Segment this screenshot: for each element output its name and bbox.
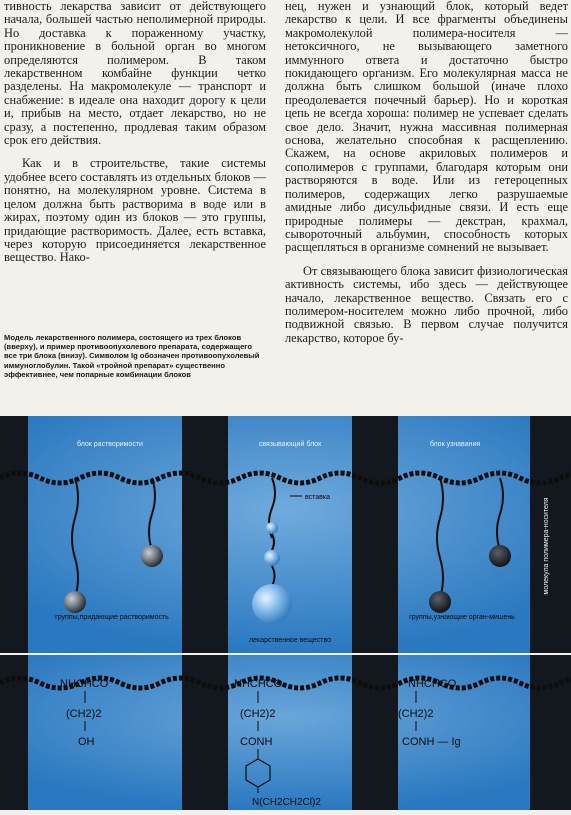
chem-text: CONH — Ig bbox=[402, 736, 461, 748]
dark-band bbox=[530, 655, 571, 810]
dark-band bbox=[530, 416, 571, 653]
drug-label: лекарственное вещество bbox=[248, 637, 332, 644]
block-recognition-label: блок узнавания bbox=[429, 441, 481, 448]
right-paragraph-1: нец, нужен и узнающий блок, который ведет лекарство к цели. И все фрагменты объединены макромолекулой полимера-носителя — нетоксичного, не вызывающего заметного иммунного ответа и достаточно быстро покидающего организм. Его молекулярная масса не должна быть слишком большой (иначе плохо преодолевается почечный барьер). Но и короткая цепь не всегда хороша: полимер не успевает сделать свое дело. Значит, нужна массивная полимерная основа, желательно способная к расщеплению. Скажем, на основе акриловых полимеров и сополимеров с группами, благодаря которым они растворяются в воде. Или из гетероцепных полимеров, содержащих легко разрушаемые амидные либо дисульфидные связи. И есть еще природные полимеры — декстран, крахмал, сывороточный альбумин, способность которых расщепляться в организме сомнений не вызывает. bbox=[285, 0, 568, 255]
dark-band bbox=[182, 416, 228, 653]
polymer-model-svg bbox=[0, 416, 571, 653]
dark-band bbox=[352, 655, 398, 810]
chem-text: NHCHCO bbox=[234, 678, 283, 690]
chem-text: NHCHCO bbox=[60, 678, 109, 690]
chem-text: (CH2)2 bbox=[66, 708, 102, 720]
dark-band bbox=[352, 416, 398, 653]
chem-text: CONH bbox=[240, 736, 273, 748]
figure-caption: Модель лекарственного полимера, состоящего из трех блоков (вверху), и пример противоопухолевого препарата, содержащего все три блока (внизу). Символом Ig обозначен противоопухолевый иммуноглобулин. Такой «тройной препарат» существенно эффективнее, чем попарные комбинации блоков bbox=[4, 333, 260, 379]
chemical-structure-illustration bbox=[0, 655, 571, 810]
block-solubility-label: блок растворимости bbox=[77, 441, 143, 448]
target-groups-label: группы,узнающие орган-мишень bbox=[409, 614, 515, 621]
drug-substance bbox=[252, 584, 292, 624]
chem-text: N(CH2CH2Cl)2 bbox=[252, 797, 321, 808]
target-group bbox=[489, 545, 511, 567]
chem-text: (CH2)2 bbox=[240, 708, 276, 720]
dark-band bbox=[0, 416, 28, 653]
left-paragraph-2: Как и в строительстве, такие системы удобнее всего составлять из отдельных блоков — понятно, на молекулярном уровне. Система в целом должна быть растворима в воде или в жирах, поэтому один из блоков — это группы, придающие растворимость. Далее, есть вставка, через которую присоединяется лекарственное вещество. Нако- bbox=[4, 156, 266, 265]
chem-text: OH bbox=[78, 736, 95, 748]
solubility-group bbox=[141, 545, 163, 567]
block-binding-label: связывающий блок bbox=[258, 441, 322, 448]
polymer-model-illustration bbox=[0, 416, 571, 653]
left-paragraph-1: тивность лекарства зависит от действующего начала, большей частью неполимерной природы. Но доставка к пораженному участку, проникновение в больной орган во многом определяются полимером. В таком лекарственном комбайне функции четко разделены. На макромолекуле — транспорт и снабжение: в идеале она находит дорогу к цели и, прибыв на место, отдает лекарство, но не сразу, а постепенно, продлевая таким образом срок его действия. bbox=[4, 0, 266, 148]
insert-node bbox=[264, 550, 280, 566]
chem-text: NHCHCO bbox=[408, 678, 457, 690]
chemical-structure-svg bbox=[0, 655, 571, 810]
insert-label: вставка bbox=[305, 494, 330, 501]
insert-node bbox=[266, 522, 278, 534]
solubility-group bbox=[64, 591, 86, 613]
solubility-groups-label: группы,придающие растворимость bbox=[55, 614, 169, 621]
carrier-label: молекула полимера-носителя bbox=[543, 497, 550, 595]
chem-text: (CH2)2 bbox=[398, 708, 434, 720]
right-paragraph-2: От связывающего блока зависит физиологическая активность системы, ибо здесь — действующее начало, лекарственное вещество. Связать его с полимером-носителем можно либо прочной, либо подвижной связью. В первом случае получится лекарство, которое бу- bbox=[285, 263, 568, 345]
target-group bbox=[429, 591, 451, 613]
left-column bbox=[4, 0, 266, 265]
right-column bbox=[285, 0, 568, 345]
